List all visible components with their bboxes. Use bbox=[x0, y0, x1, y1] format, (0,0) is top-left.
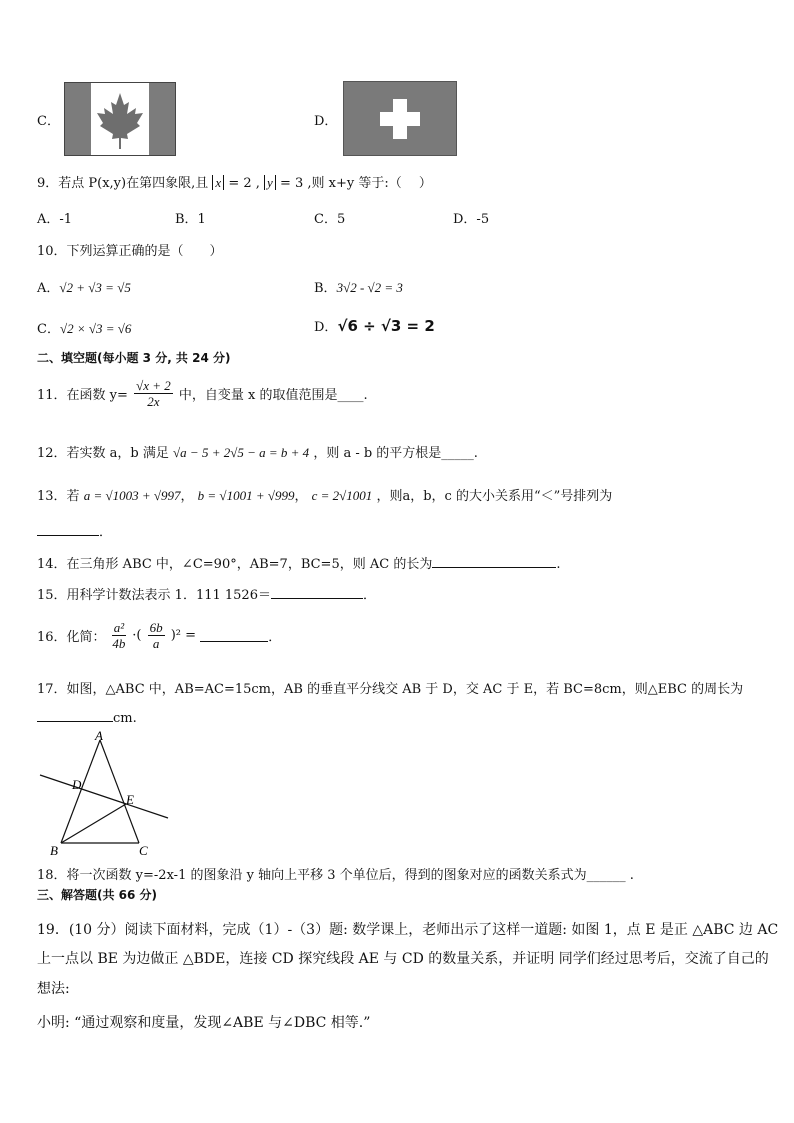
label-d: D bbox=[72, 777, 82, 792]
q17-stem: 17．如图，△ABC 中，AB=AC=15cm，AB 的垂直平分线交 AB 于 D，交 AC 于 E，若 BC=8cm，则△EBC 的周长为 bbox=[37, 682, 744, 697]
abs-x: x bbox=[212, 175, 224, 190]
q10-c-label: C． bbox=[37, 322, 60, 337]
perpendicular-bisector bbox=[40, 775, 168, 818]
q13-end: ． bbox=[99, 525, 113, 540]
q10-a-label: A． bbox=[37, 281, 60, 296]
q9-option-a: A．-1 bbox=[37, 212, 73, 227]
q11-numerator: √x + 2 bbox=[136, 378, 171, 393]
q13-b-expr: b = √1001 + √999 bbox=[197, 488, 295, 503]
q13-a-expr: a = √1003 + √997 bbox=[83, 488, 181, 503]
q16-fraction-2 bbox=[148, 620, 165, 651]
q19-line-4: 小明: “通过观察和度量，发现∠ABE 与∠DBC 相等.” bbox=[37, 1015, 371, 1031]
q17-blank bbox=[37, 709, 113, 722]
q15-text: 15．用科学计数法表示 1．111 1526＝ bbox=[37, 588, 271, 603]
q10-d-expr: √6 ÷ √3 = 2 bbox=[337, 317, 435, 335]
section-2-heading: 二、填空题(每小题 3 分, 共 24 分) bbox=[37, 351, 231, 365]
q12-expr: √a − 5 + 2√5 − a = b + 4 bbox=[173, 445, 310, 460]
q11-pre: 11．在函数 y= bbox=[37, 388, 128, 403]
q16-f1-num: a² bbox=[113, 620, 125, 635]
q12-pre: 12．若实数 a，b 满足 bbox=[37, 446, 169, 461]
q9-eq3: = 3 bbox=[279, 176, 304, 191]
q12 bbox=[37, 442, 478, 461]
q13-post: ，则a，b，c 的大小关系用“＜”号排列为 bbox=[376, 489, 613, 504]
q15 bbox=[37, 584, 376, 603]
q9-text-a: 9．若点 P(x,y)在第四象限,且 bbox=[37, 176, 209, 191]
q10-b-expr: 3√2 - √2 = 3 bbox=[336, 280, 403, 295]
option-c-label: C． bbox=[37, 114, 60, 129]
q16-f2-num: 6b bbox=[149, 620, 163, 635]
q19-line-1: 19．(10 分）阅读下面材料，完成（1）-（3）题: 数学课上，老师出示了这样一道题: 如图 1，点 E 是正 △ABC 边 AC bbox=[37, 922, 779, 938]
label-e: E bbox=[126, 792, 134, 807]
q10-stem: 10．下列运算正确的是（ ） bbox=[37, 244, 223, 259]
q11-post: 中，自变量 x 的取值范围是____. bbox=[178, 388, 368, 403]
q16-fraction-1 bbox=[112, 620, 126, 651]
q13-pre: 13．若 bbox=[37, 489, 80, 504]
q9-stem bbox=[37, 172, 432, 191]
q16-pre: 16．化简： bbox=[37, 630, 106, 645]
q17-answer-line bbox=[37, 709, 137, 726]
q10-option-b bbox=[314, 277, 403, 296]
q14-text: 14．在三角形 ABC 中，∠C=90°，AB=7，BC=5，则 AC 的长为 bbox=[37, 557, 433, 572]
q17-unit: cm. bbox=[113, 711, 137, 726]
label-a: A bbox=[95, 728, 103, 743]
q10-c-expr: √2 × √3 = √6 bbox=[59, 321, 132, 336]
q9-text-b: ,则 x+y 等于:（ ） bbox=[307, 176, 432, 191]
q10-option-d bbox=[314, 316, 435, 335]
label-c: C bbox=[139, 843, 148, 858]
q9-eq2: = 2 , bbox=[228, 176, 260, 191]
q10-a-expr: √2 + √3 = √5 bbox=[59, 280, 131, 295]
option-d-label: D． bbox=[314, 114, 338, 129]
abs-y: y bbox=[264, 175, 276, 190]
section-3-heading: 三、解答题(共 66 分) bbox=[37, 888, 158, 902]
segment-be bbox=[61, 804, 126, 843]
q10-option-a bbox=[37, 277, 131, 296]
q10-d-label: D． bbox=[314, 320, 338, 335]
q14-end: . bbox=[556, 557, 561, 572]
q14 bbox=[37, 553, 560, 572]
q13-c-expr: c = 2√1001 bbox=[311, 488, 373, 503]
q19-line-2: 上一点以 BE 为边做正 △BDE，连接 CD 探究线段 AE 与 CD 的数量关系，并证明 同学们经过思考后，交流了自己的 bbox=[37, 951, 769, 967]
q16-f2-den: a bbox=[152, 636, 160, 651]
q16-end: ． bbox=[268, 630, 282, 645]
q9-option-d: D．-5 bbox=[453, 212, 490, 227]
q11 bbox=[37, 378, 368, 409]
canada-flag-image bbox=[64, 82, 176, 156]
q9-option-b: B．1 bbox=[175, 212, 206, 227]
q16-post: )² = bbox=[170, 628, 197, 643]
q13-answer-line bbox=[37, 521, 112, 540]
q11-fraction bbox=[134, 378, 173, 409]
q15-end: ． bbox=[362, 588, 376, 603]
q13-blank bbox=[37, 523, 99, 536]
q16 bbox=[37, 620, 281, 651]
q12-post: ，则 a - b 的平方根是_____. bbox=[313, 446, 478, 461]
maple-leaf-icon bbox=[65, 83, 175, 155]
q13: 13．若 a = √1003 + √997， b = √1001 + √999， c = 2√1001 ，则a，b，c 的大小关系用“＜”号排列为 bbox=[37, 488, 613, 504]
swiss-flag-image bbox=[343, 81, 457, 156]
q14-blank bbox=[432, 555, 556, 568]
q18: 18．将一次函数 y=-2x-1 的图象沿 y 轴向上平移 3 个单位后，得到的图象对应的函数关系式为______ . bbox=[37, 868, 634, 883]
q15-blank bbox=[271, 586, 363, 599]
q9-option-c: C．5 bbox=[314, 212, 346, 227]
q19-line-3: 想法: bbox=[37, 981, 70, 997]
q16-dot: ·( bbox=[132, 628, 142, 643]
q16-blank bbox=[200, 629, 268, 642]
triangle-figure bbox=[32, 728, 182, 858]
q11-denominator: 2x bbox=[147, 394, 160, 409]
label-b: B bbox=[50, 843, 58, 858]
q16-f1-den: 4b bbox=[112, 636, 126, 651]
q10-b-label: B． bbox=[314, 281, 337, 296]
q10-option-c bbox=[37, 318, 131, 337]
